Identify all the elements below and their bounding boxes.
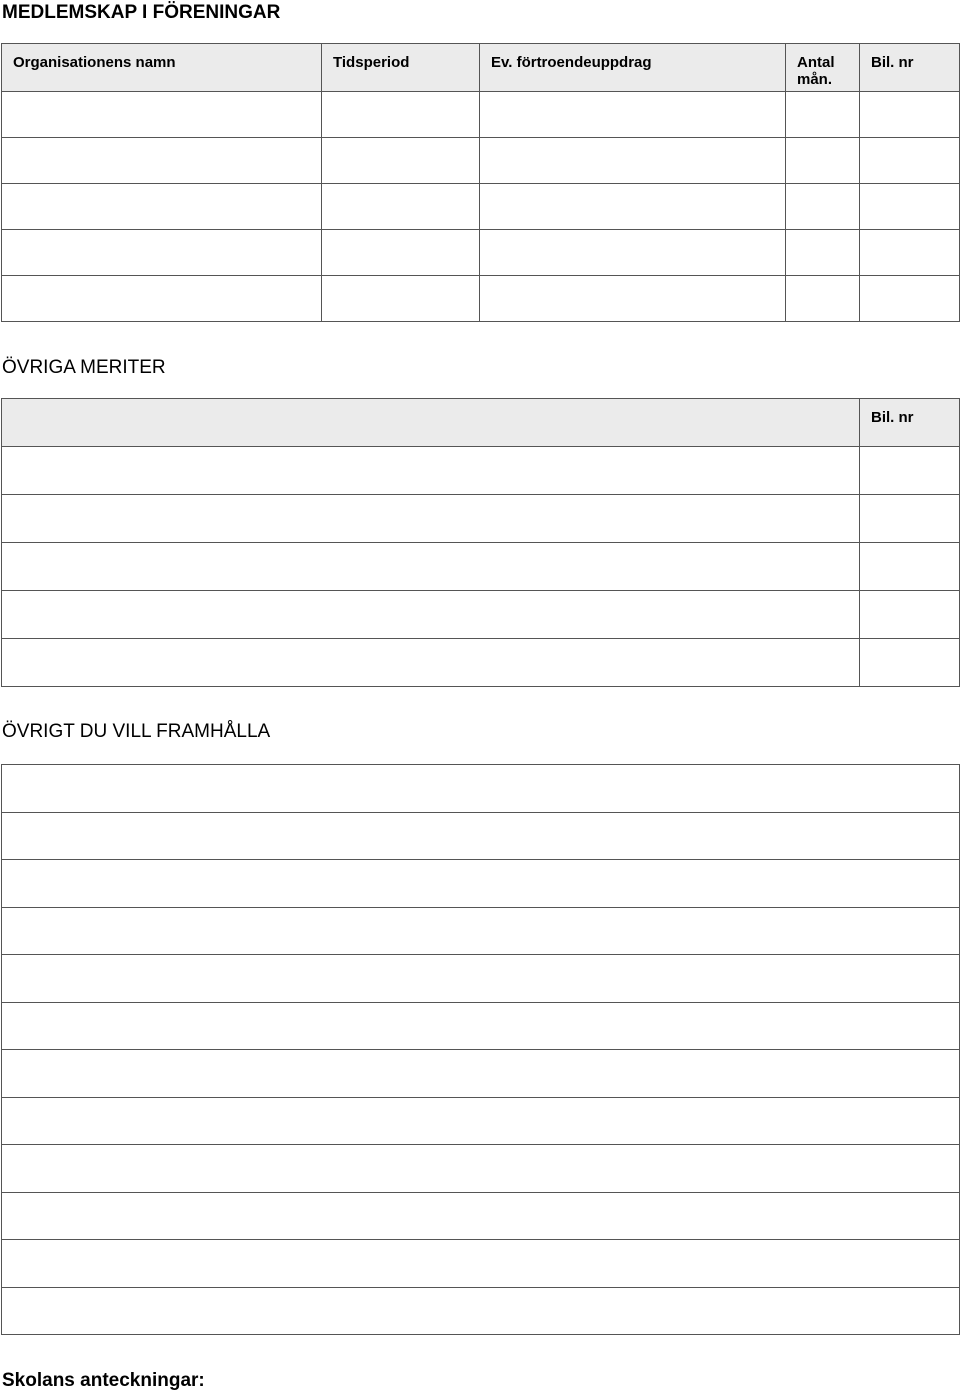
- other-title: ÖVRIGT DU VILL FRAMHÅLLA: [2, 721, 271, 742]
- months-cell[interactable]: [786, 230, 860, 276]
- merit-cell[interactable]: [2, 639, 860, 687]
- period-cell[interactable]: [322, 138, 480, 184]
- col-months-header: Antal mån.: [786, 44, 860, 92]
- merit-cell[interactable]: [2, 591, 860, 639]
- merits-header-row: [2, 399, 960, 447]
- period-cell[interactable]: [322, 230, 480, 276]
- table-row: [2, 230, 960, 276]
- merit-cell[interactable]: [2, 447, 860, 495]
- table-row: [2, 138, 960, 184]
- bil-cell[interactable]: [860, 138, 960, 184]
- bil-cell[interactable]: [860, 276, 960, 322]
- bil-cell[interactable]: [860, 92, 960, 138]
- period-cell[interactable]: [322, 276, 480, 322]
- memberships-header-row: [2, 44, 960, 92]
- other-cell[interactable]: [2, 860, 960, 908]
- table-row: [2, 1287, 960, 1335]
- table-row: [2, 276, 960, 322]
- table-row: [2, 543, 960, 591]
- table-row: [2, 812, 960, 860]
- bil-cell[interactable]: [860, 184, 960, 230]
- merits-table: [1, 398, 960, 687]
- bil-cell[interactable]: [860, 230, 960, 276]
- role-cell[interactable]: [480, 230, 786, 276]
- org-cell[interactable]: [2, 92, 322, 138]
- col-bil-header: Bil. nr: [860, 44, 960, 92]
- other-cell[interactable]: [2, 1097, 960, 1145]
- bil-cell[interactable]: [860, 447, 960, 495]
- other-table: [1, 764, 960, 1335]
- org-cell[interactable]: [2, 138, 322, 184]
- other-cell[interactable]: [2, 955, 960, 1003]
- col-org-header: Organisationens namn: [2, 44, 322, 92]
- role-cell[interactable]: [480, 92, 786, 138]
- table-row: [2, 1240, 960, 1288]
- bil-cell[interactable]: [860, 543, 960, 591]
- col-role-header: Ev. förtroendeuppdrag: [480, 44, 786, 92]
- table-row: [2, 765, 960, 813]
- table-row: [2, 639, 960, 687]
- table-row: [2, 184, 960, 230]
- other-cell[interactable]: [2, 1240, 960, 1288]
- merit-cell[interactable]: [2, 495, 860, 543]
- memberships-title: MEDLEMSKAP I FÖRENINGAR: [2, 2, 281, 23]
- role-cell[interactable]: [480, 138, 786, 184]
- bil-cell[interactable]: [860, 639, 960, 687]
- bil-cell[interactable]: [860, 591, 960, 639]
- table-row: [2, 1145, 960, 1193]
- table-row: [2, 1050, 960, 1098]
- months-cell[interactable]: [786, 138, 860, 184]
- other-cell[interactable]: [2, 907, 960, 955]
- bil-cell[interactable]: [860, 495, 960, 543]
- period-cell[interactable]: [322, 92, 480, 138]
- table-row: [2, 860, 960, 908]
- table-row: [2, 907, 960, 955]
- table-row: [2, 1002, 960, 1050]
- months-cell[interactable]: [786, 276, 860, 322]
- other-cell[interactable]: [2, 1002, 960, 1050]
- table-row: [2, 92, 960, 138]
- org-cell[interactable]: [2, 184, 322, 230]
- table-row: [2, 447, 960, 495]
- table-row: [2, 591, 960, 639]
- org-cell[interactable]: [2, 230, 322, 276]
- other-cell[interactable]: [2, 1145, 960, 1193]
- merit-cell[interactable]: [2, 543, 860, 591]
- org-cell[interactable]: [2, 276, 322, 322]
- table-row: [2, 495, 960, 543]
- other-cell[interactable]: [2, 1050, 960, 1098]
- col-period-header: Tidsperiod: [322, 44, 480, 92]
- table-row: [2, 1192, 960, 1240]
- months-cell[interactable]: [786, 92, 860, 138]
- other-cell[interactable]: [2, 765, 960, 813]
- memberships-table: [1, 43, 960, 322]
- months-cell[interactable]: [786, 184, 860, 230]
- role-cell[interactable]: [480, 276, 786, 322]
- table-row: [2, 955, 960, 1003]
- other-cell[interactable]: [2, 812, 960, 860]
- merits-bil-header: Bil. nr: [860, 399, 960, 447]
- other-cell[interactable]: [2, 1192, 960, 1240]
- role-cell[interactable]: [480, 184, 786, 230]
- other-cell[interactable]: [2, 1287, 960, 1335]
- school-notes-title: Skolans anteckningar:: [2, 1370, 205, 1391]
- table-row: [2, 1097, 960, 1145]
- merits-desc-header: [2, 399, 860, 447]
- merits-title: ÖVRIGA MERITER: [2, 357, 166, 378]
- period-cell[interactable]: [322, 184, 480, 230]
